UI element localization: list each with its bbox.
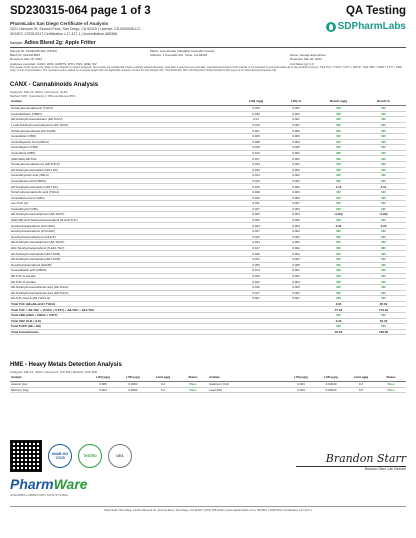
analyte-name: Tetrahydrocannabutol (Δ9-THCB): [10, 128, 236, 134]
value-cell: 0.002: [276, 234, 316, 240]
value-cell: ND: [316, 262, 361, 268]
logo-text-a: SDPharm: [337, 21, 383, 32]
sdpharmlabs-logo: [326, 21, 406, 32]
value-cell: 0.045: [236, 145, 276, 151]
total-value: 2.34: [316, 318, 361, 324]
meta-cell: Address: 1 Cannabis Rd., Irvine, CA 92618: [150, 53, 208, 58]
analyte-name: Tetrahydrocannabiphorol (Δ8-THCP): [10, 161, 236, 167]
value-cell: 0.020: [236, 217, 276, 223]
value-cell: <LOQ: [316, 212, 361, 218]
column-header: Result %: [361, 99, 406, 106]
value-cell: ND: [361, 262, 406, 268]
value-cell: 0.001: [276, 201, 316, 207]
column-header: LOQ μg/g: [88, 375, 118, 382]
total-value: [236, 329, 276, 335]
signer-name: Brandon Starr, Lab Director: [364, 467, 406, 471]
column-header: LOQ %: [276, 99, 316, 106]
lab-name: PharmLabs San Diego Certificate of Analysis: [10, 21, 109, 26]
column-header: Analyte: [208, 375, 286, 382]
value-cell: 0.024: [236, 240, 276, 246]
value-cell: 0.003: [276, 167, 316, 173]
value-cell: ND: [361, 229, 406, 235]
analyte-name: Δ8-THC-O acetate: [10, 273, 236, 279]
value-cell: 0.5: [346, 387, 376, 393]
value-cell: 0.005: [276, 145, 316, 151]
value-cell: ND: [361, 268, 406, 274]
sample-name: Adios Blend 2g: Apple Fritter: [24, 40, 96, 46]
dea-badge-icon: DEA: [108, 444, 132, 468]
total-value: 26.39: [361, 301, 406, 307]
total-row: [10, 329, 406, 335]
value-cell: 0.003: [276, 128, 316, 134]
value-cell: 0.002: [276, 290, 316, 296]
logo-text-b: Labs: [382, 21, 406, 32]
value-cell: ND: [361, 133, 406, 139]
pharmware-logo: [10, 476, 90, 497]
total-name: Total THC = Δ9-THC + (THCA × 0.877) + Δ8-THC + Δ10-THC: [10, 307, 236, 313]
canx-sub1: Analyzed: Mar 16, 2023 | Instrument: HLPC: [10, 90, 68, 94]
analyte-name: Hexahydrocannabutol (HHCB): [10, 262, 236, 268]
report-notes: The results of this report only relate to the material or product analyzed. Test results are confidential unless explicitly waived otherwise. Void after 1 year from test end date. Cannabinoid content of this sample is not intended to give information as to the product's potency. Total THC = THCa * 0.877 + Δ9THC. Total CBD = CBDa * 0.877 + CBD. LOQ = Limit of Quantitation. The reported result is based on a sample weight with the applicable moisture content for that sample. ND = Not Detected. NR = Not Reported. Data provided in this report is for informational purposes only.: [10, 66, 403, 73]
value-cell: 0.022: [236, 234, 276, 240]
value-cell: 0.002: [276, 245, 316, 251]
value-cell: Pass: [376, 387, 406, 393]
table-row: [10, 387, 406, 393]
canx-sub2: Method SOP: Uncertainty ± 15% confidence 95%: [10, 94, 76, 98]
analyte-name: (6aR,9R)-Δ10-Tetrahydrocannabinol (R-Δ10-THC): [10, 217, 236, 223]
value-cell: 0.004: [276, 139, 316, 145]
value-cell: 0.0001: [118, 387, 148, 393]
analyte-name: Cannabidiol (CBD): [10, 133, 236, 139]
analyte-name: Δ8-Tetrahydrocannabivarin (Δ8-THCV): [10, 117, 236, 123]
analyte-name: Δ10-Tetrahydrocannabinol (S-Δ10-THC): [10, 245, 236, 251]
value-cell: ND: [361, 279, 406, 285]
value-cell: 0.042: [236, 279, 276, 285]
pharmware-name: [10, 476, 90, 492]
value-cell: 0.027: [236, 206, 276, 212]
analyte-name: Cannabinol (CBN): [10, 150, 236, 156]
value-cell: 0.1: [148, 387, 178, 393]
sample-line: [10, 40, 406, 48]
value-cell: 0.2: [148, 382, 178, 388]
value-cell: ND: [361, 195, 406, 201]
value-cell: ND: [316, 167, 361, 173]
value-cell: ND: [361, 150, 406, 156]
value-cell: ND: [361, 240, 406, 246]
total-value: ND: [316, 324, 361, 330]
value-cell: 0.043: [236, 273, 276, 279]
value-cell: ND: [316, 279, 361, 285]
analyte-name: Hexahydrocannabinol (9-R-HHC): [10, 223, 236, 229]
analyte-name: Cannabidiolic acid (CBDA): [10, 268, 236, 274]
value-cell: ND: [361, 167, 406, 173]
analyte-name: (6aR,9aR)-Δ8-THC: [10, 156, 236, 162]
analyte-name: Δ8-Tetrahydrocannabinol (Δ8-THC): [10, 184, 236, 190]
value-cell: ND: [361, 145, 406, 151]
value-cell: 0.004: [276, 106, 316, 112]
value-cell: ND: [361, 128, 406, 134]
value-cell: 0.003: [286, 382, 316, 388]
value-cell: ND: [316, 139, 361, 145]
total-value: 79.93: [316, 329, 361, 335]
analyte-name: Cannabigerolic Acid (CBGA): [10, 139, 236, 145]
total-value: ND: [361, 324, 406, 330]
pharmware-a: Pharm: [10, 476, 54, 492]
analyte-name: Cannabidivarin (CBDV): [10, 111, 236, 117]
value-cell: Pass: [178, 382, 208, 388]
value-cell: ND: [316, 178, 361, 184]
analyte-name: Δ8-Tetrahydrocannabiphorol (Δ8-THCP): [10, 240, 236, 246]
value-cell: ND: [316, 122, 361, 128]
meta-cell: Matrix: Concentrate (Inhalable Cannabis Goods): [150, 49, 215, 53]
total-value: 77.32: [316, 307, 361, 313]
value-cell: ND: [316, 195, 361, 201]
leaf-icon: [326, 22, 336, 32]
value-cell: 0.017: [236, 290, 276, 296]
value-cell: 0.002: [276, 240, 316, 246]
analyte-name: (-)-Δ9-Tetrahydrocannabiphorol (Δ9-THCP): [10, 122, 236, 128]
value-cell: 0.011: [236, 201, 276, 207]
value-cell: 0.014: [236, 268, 276, 274]
value-cell: ND: [361, 117, 406, 123]
analyte-name: Arsenic (As): [10, 382, 88, 388]
value-cell: 0.002: [276, 178, 316, 184]
value-cell: 0.041: [236, 257, 276, 263]
column-header: LOQ μg/g: [286, 375, 316, 382]
value-cell: 0.028: [236, 189, 276, 195]
value-cell: ND: [316, 273, 361, 279]
analyte-name: Cannabigerol (CBG): [10, 145, 236, 151]
analyte-name: Tetrahydrocannabinolic acid (THCA): [10, 189, 236, 195]
total-value: [276, 329, 316, 335]
value-cell: ND: [316, 128, 361, 134]
value-cell: 0.050: [236, 262, 276, 268]
analyte-name: Δ9-Tetrahydrocannabinolic acid (Δ9-THCA): [10, 290, 236, 296]
value-cell: 0.004: [276, 251, 316, 257]
value-cell: ND: [361, 245, 406, 251]
value-cell: 0.00040: [316, 382, 346, 388]
footer-badges: [10, 440, 132, 472]
value-cell: ND: [361, 251, 406, 257]
sample-label: Sample:: [10, 41, 24, 45]
value-cell: ND: [316, 296, 361, 302]
analyte-name: Hexahydrocannabinol (9-S-HHC): [10, 229, 236, 235]
value-cell: 0.003: [276, 212, 316, 218]
meta-cell: Batch ID: 6014/FHB45: [10, 53, 41, 58]
analyte-name: Δ9-THC-Acid-Δ (Δ9-THCA-Δ): [10, 296, 236, 302]
analyte-name: Cadmium (Cd): [208, 382, 286, 388]
value-cell: ND: [316, 106, 361, 112]
analyte-name: Tetrahydrocannabivarin (THCV): [10, 106, 236, 112]
analyte-name: Δ8-Tetrahydrocannabinolic acid (Δ8-THCA): [10, 285, 236, 291]
total-value: 2.64: [316, 301, 361, 307]
value-cell: 0.001: [276, 296, 316, 302]
footer-address: PharmLabs San Diego | 3421 Hancock St. Second Floor, San Diego, CA 92110 | (619) 356-3316 | www.sdpharmlabs.com | ISO/IEC 17025:2017 Certification L17-427-1: [10, 506, 406, 512]
value-cell: 0.004: [88, 387, 118, 393]
total-value: ND: [361, 312, 406, 318]
lab-address: 3421 Hancock St, Second Floor, San Diego, CA 92110 | License: C8-0000098-LIC: [10, 26, 141, 31]
value-cell: ND: [316, 290, 361, 296]
value-cell: 0.001: [276, 122, 316, 128]
signature-block: [296, 452, 406, 471]
column-header: Status: [178, 375, 208, 382]
total-name: Total Cannabinoids: [10, 329, 236, 335]
value-cell: 0.001: [276, 150, 316, 156]
value-cell: 0.00010: [316, 387, 346, 393]
value-cell: ND: [361, 178, 406, 184]
total-name: Total HHC (9-R + 9-S): [10, 318, 236, 324]
value-cell: 0.002: [276, 184, 316, 190]
cannabinoid-table: [10, 99, 406, 335]
analyte-name: Δ9-THC-O acetate: [10, 279, 236, 285]
value-cell: ND: [316, 285, 361, 291]
value-cell: ND: [316, 111, 361, 117]
value-cell: 0.013: [236, 122, 276, 128]
value-cell: ND: [361, 122, 406, 128]
total-name: Total THC (Δ8+Δ9+Δ10 / THCA): [10, 301, 236, 307]
value-cell: 0.033: [236, 195, 276, 201]
total-name: Total THCP (Δ8 + Δ9): [10, 324, 236, 330]
value-cell: 0.030: [236, 111, 276, 117]
value-cell: 0.003: [276, 195, 316, 201]
value-cell: Pass: [376, 382, 406, 388]
column-header: Analyte: [10, 99, 236, 106]
total-name: Total CBD (CBD + CBDA × 0.877): [10, 312, 236, 318]
total-value: 799.38: [361, 329, 406, 335]
analyte-name: Δ9-Tetrahydrocannabinol (Δ9-THC): [10, 167, 236, 173]
value-cell: 0.039: [236, 251, 276, 257]
value-cell: 0.005: [88, 382, 118, 388]
analyte-name: Δ8-Tetrahydrocannabutol (Δ8-THCB): [10, 257, 236, 263]
column-header: Result mg/g: [316, 99, 361, 106]
value-cell: 0.004: [276, 273, 316, 279]
value-cell: 0.015: [236, 184, 276, 190]
tested-badge-icon: TESTED: [78, 444, 102, 468]
value-cell: 0.002: [276, 173, 316, 179]
value-cell: 0.001: [276, 268, 316, 274]
value-cell: 0.002: [276, 217, 316, 223]
logo-text: [338, 21, 406, 32]
value-cell: ND: [361, 156, 406, 162]
signature: Brandon Starr: [325, 452, 406, 465]
value-cell: 0.23: [361, 223, 406, 229]
value-cell: ND: [316, 145, 361, 151]
value-cell: ND: [316, 240, 361, 246]
value-cell: 0.037: [236, 229, 276, 235]
value-cell: 0.035: [236, 139, 276, 145]
value-cell: ND: [316, 150, 361, 156]
value-cell: 0.005: [276, 285, 316, 291]
value-cell: 0.003: [276, 133, 316, 139]
heavy-metals-table: [10, 375, 406, 393]
value-cell: 0.0003: [118, 382, 148, 388]
meta-cell: Sample ID: SD230315-064 (79914): [10, 49, 58, 53]
value-cell: 0.046: [236, 285, 276, 291]
pharmware-sub: CANNABIS LABORATORY DATA SYSTEM: [10, 493, 68, 497]
value-cell: 0.001: [236, 296, 276, 302]
value-cell: 0.01: [236, 117, 276, 123]
hme-sub: Analyzed: Mar 16, 2023 | Instrument: ICP-MS | Method: SOP-008: [10, 370, 97, 374]
value-cell: ND: [316, 234, 361, 240]
value-cell: 0.025: [236, 133, 276, 139]
value-cell: ND: [361, 189, 406, 195]
value-cell: ND: [361, 106, 406, 112]
value-cell: 0.030: [236, 167, 276, 173]
meta-cell: Received: Mar 15, 2023: [10, 57, 42, 62]
report-id: SD230315-064 page 1 of 3: [10, 5, 151, 17]
value-cell: ND: [316, 189, 361, 195]
value-cell: ND: [316, 257, 361, 263]
total-value: 773.19: [361, 307, 406, 313]
value-cell: 0.012: [236, 150, 276, 156]
lab-info: [10, 22, 230, 36]
value-cell: ND: [316, 217, 361, 223]
analyte-name: Cannabichromene (CBC): [10, 195, 236, 201]
anab-badge-icon: ANAB ISO 17025: [48, 444, 72, 468]
analyte-name: exo-THC (Δ): [10, 201, 236, 207]
analyte-name: Δ9-Tetrahydrocannabiphorol (Δ9-THCP): [10, 212, 236, 218]
value-cell: 0.001: [276, 117, 316, 123]
column-header: LOD μg/g: [118, 375, 148, 382]
value-cell: ND: [361, 273, 406, 279]
value-cell: ND: [316, 251, 361, 257]
value-cell: ND: [361, 290, 406, 296]
value-cell: 0.002: [276, 223, 316, 229]
analyte-name: Mercury (Hg): [10, 387, 88, 393]
meta-cell: Reported: Mar 20, 2023: [290, 57, 322, 62]
value-cell: 0.039: [236, 106, 276, 112]
value-cell: 0.024: [236, 173, 276, 179]
qa-label: QA Testing: [345, 5, 406, 17]
value-cell: ND: [316, 117, 361, 123]
sample-meta: [10, 49, 406, 66]
pharmware-b: Ware: [53, 476, 88, 492]
column-header: Analyte: [10, 375, 88, 382]
meta-cell: Unit Mass (g): 2.0: [290, 61, 314, 66]
value-cell: ND: [361, 206, 406, 212]
value-cell: ND: [361, 217, 406, 223]
lab-iso: ISO/IEC 17025:2017 Certification L17-427-1 | Accreditation #85368: [10, 31, 118, 36]
value-cell: ND: [316, 229, 361, 235]
value-cell: 0.004: [276, 257, 316, 263]
analyte-name: Lead (Pb): [208, 387, 286, 393]
value-cell: 0.044: [236, 161, 276, 167]
total-value: ND: [316, 312, 361, 318]
value-cell: 0.023: [236, 223, 276, 229]
value-cell: ND: [316, 173, 361, 179]
meta-cell: Name: Savage Enterprises: [290, 53, 326, 58]
value-cell: ND: [316, 245, 361, 251]
analyte-name: Δ9-Tetrahydrocannabutol (Δ9-THCB): [10, 251, 236, 257]
meta-cell: Analyses executed: CANX, HMS, HMMTS, MTO, PES, HME, MV: [10, 61, 97, 66]
value-cell: ND: [316, 206, 361, 212]
value-cell: 0.004: [276, 161, 316, 167]
value-cell: 0.003: [276, 189, 316, 195]
value-cell: 0.2: [346, 382, 376, 388]
value-cell: ND: [316, 268, 361, 274]
value-cell: 2.34: [316, 223, 361, 229]
value-cell: 0.020: [236, 178, 276, 184]
value-cell: 0.002: [276, 156, 316, 162]
value-cell: ND: [361, 296, 406, 302]
value-cell: 0.003: [286, 387, 316, 393]
value-cell: ND: [361, 161, 406, 167]
value-cell: ND: [316, 161, 361, 167]
value-cell: Pass: [178, 387, 208, 393]
column-header: LOQ mg/g: [236, 99, 276, 106]
analyte-name: Cannabinolic acid (CBNA): [10, 178, 236, 184]
value-cell: ND: [361, 257, 406, 263]
value-cell: <LOQ: [361, 212, 406, 218]
column-header: Limit μg/g: [148, 375, 178, 382]
value-cell: ND: [316, 201, 361, 207]
qr-code-icon[interactable]: [10, 440, 42, 472]
value-cell: 0.004: [276, 279, 316, 285]
value-cell: ND: [361, 285, 406, 291]
hme-title: HME - Heavy Metals Detection Analysis: [10, 362, 122, 368]
value-cell: ND: [361, 173, 406, 179]
column-header: LOD μg/g: [316, 375, 346, 382]
value-cell: ND: [361, 139, 406, 145]
value-cell: 0.11: [361, 184, 406, 190]
value-cell: ND: [361, 234, 406, 240]
value-cell: ND: [361, 111, 406, 117]
analyte-name: Hexahydrocannabiphorol (HHCP): [10, 234, 236, 240]
value-cell: 0.004: [276, 229, 316, 235]
analyte-name: Cannabicyclol (CBL): [10, 206, 236, 212]
analyte-name: Cannabicyclolic acid (CBLA): [10, 173, 236, 179]
value-cell: 1.13: [316, 184, 361, 190]
value-cell: 0.003: [276, 111, 316, 117]
value-cell: ND: [316, 133, 361, 139]
column-header: Status: [376, 375, 406, 382]
value-cell: 0.003: [236, 212, 276, 218]
value-cell: ND: [361, 201, 406, 207]
column-header: Limit μg/g: [346, 375, 376, 382]
value-cell: 0.017: [236, 245, 276, 251]
total-value: 23.43: [361, 318, 406, 324]
value-cell: 0.005: [276, 262, 316, 268]
value-cell: 0.003: [276, 206, 316, 212]
value-cell: 0.017: [236, 156, 276, 162]
value-cell: 0.027: [236, 128, 276, 134]
canx-title: CANX - Cannabinoids Analysis: [10, 82, 99, 88]
value-cell: ND: [316, 156, 361, 162]
